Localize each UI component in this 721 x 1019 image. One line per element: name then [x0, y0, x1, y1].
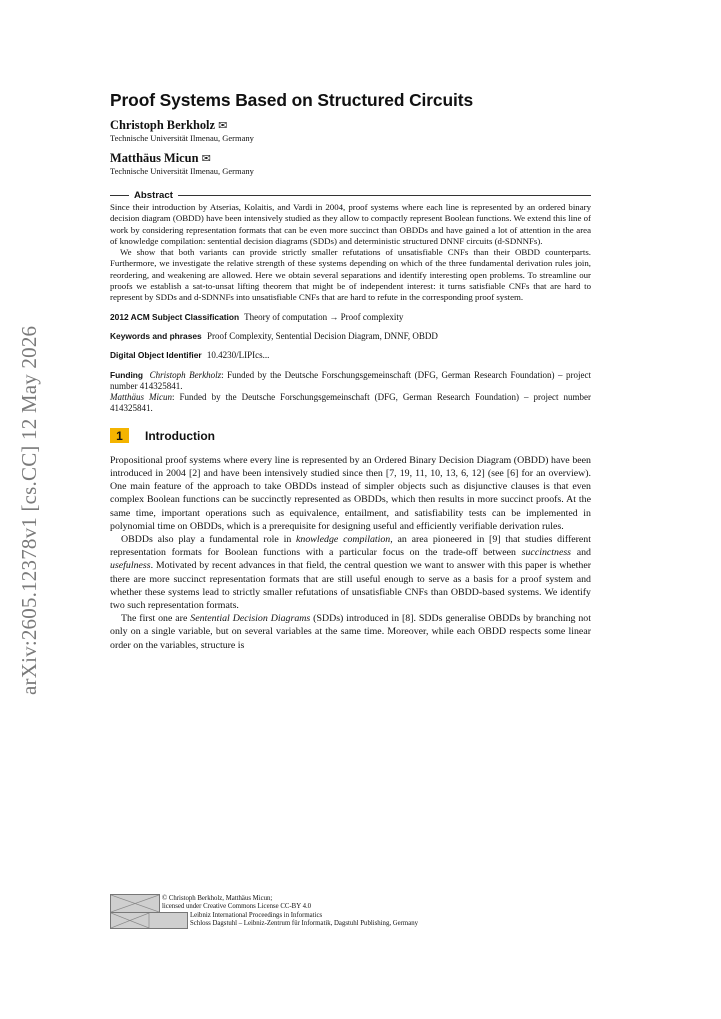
- section-title: Introduction: [145, 428, 215, 443]
- mail-icon[interactable]: ✉: [201, 153, 211, 165]
- emphasis: usefulness: [110, 560, 151, 572]
- funding: [110, 370, 591, 415]
- acm-label: 2012 ACM Subject Classification: [110, 311, 240, 322]
- body-paragraph: Propositional proof systems where every line is represented by an Ordered Binary Decision Diagram (OBDD) have been introduced in 2004 [2] and have been intensively studied since then [7, 19, 11, 10, 13, 6, 12] (see [6] for an overview). One main feature of the approach to take OBDDs instead of simpler objects such as disjunctive clauses is that even complex Boolean functions can be succinctly represented as OBDDs, which then results in more succinct proofs. At the same time, important operations such as equivalence, entailment, and satisfiability tests can be implemented in polynomial time on OBDDs, which is a prerequisite for designing useful and efficiently verifiable derivation rules.: [110, 454, 591, 532]
- emphasis: knowledge compilation: [296, 533, 391, 545]
- doi: [110, 350, 591, 361]
- rule-left: [110, 195, 129, 196]
- abstract-paragraph: Since their introduction by Atserias, Kolaitis, and Vardi in 2004, proof systems where each line is represented by an ordered binary decision diagram (OBDD) have been intensively studied as they allow to compactly represent Boolean functions. We extend this line of work by considering representation formats that can be even more succinct than OBDDs and have gained a lot of attention in the area of knowledge compilation: sentential decision diagrams (SDDs) and deterministic structured DNNF circuits (d-SDNNFs).: [110, 202, 591, 246]
- funding-name: Matthäus Micun: [110, 392, 173, 403]
- author-name: [110, 118, 591, 133]
- emphasis: succinctness: [521, 547, 572, 559]
- author-name: [110, 151, 591, 166]
- text-run: (SDDs) introduced in [8]. SDDs generalise OBDDs by branching not only on a single variable, but on several variables at the same time. Moreover, while each OBDD respects some linear order on the variables, structure is: [110, 613, 591, 651]
- lipics-logo[interactable]: [110, 912, 188, 929]
- text-run: . Motivated by recent advances in that field, the central question we want to answer with this paper is whether there are more succinct representation formats that are still useful enough to serve as a basis for a proof system and whether these systems lead to strictly smaller refutations of unsatisfiable CNFs than OBDD-based systems. We identify two such representation formats.: [110, 560, 591, 611]
- acm-classification: [110, 312, 591, 323]
- keywords: [110, 331, 591, 342]
- keywords-value: Proof Complexity, Sentential Decision Diagram, DNNF, OBDD: [206, 330, 438, 341]
- doi-label: Digital Object Identifier: [110, 350, 202, 361]
- text-run: OBDDs also play a fundamental role in: [121, 533, 297, 545]
- abstract-body: [110, 202, 591, 304]
- emphasis: Sentential Decision Diagrams: [190, 613, 311, 625]
- acm-value: Theory of computation → Proof complexity: [244, 311, 404, 322]
- mail-icon[interactable]: ✉: [218, 120, 228, 132]
- author-affiliation: Technische Universität Ilmenau, Germany: [110, 166, 254, 176]
- paper-title: Proof Systems Based on Structured Circuits: [110, 90, 474, 110]
- text-run: The first one are: [121, 613, 191, 625]
- series-line: Leibniz International Proceedings in Informatics: [190, 912, 323, 919]
- abstract-heading: [110, 188, 591, 202]
- body-paragraph: [110, 533, 591, 612]
- section-number: 1: [110, 428, 129, 443]
- cc-by-logo[interactable]: [110, 894, 160, 913]
- body-paragraph: [110, 612, 591, 652]
- author-name-text: Christoph Berkholz: [110, 118, 215, 132]
- license-line[interactable]: licensed under Creative Commons License CC-BY 4.0: [162, 903, 312, 910]
- publisher-text: [190, 912, 418, 928]
- text-run: , an area pioneered in [9] that studies different representation formats for Boolean functions with a particular focus on the trade-off between: [110, 533, 591, 559]
- license-footer: [110, 894, 591, 934]
- paper-first-page: [110, 90, 591, 652]
- doi-value[interactable]: 10.4230/LIPIcs...: [206, 350, 270, 361]
- funding-label: Funding: [110, 369, 144, 380]
- funding-text: : Funded by the Deutsche Forschungsgemeinschaft (DFG, German Research Foundation) – project number 414325841.: [110, 392, 591, 414]
- author-name-text: Matthäus Micun: [110, 151, 199, 165]
- author-block: [110, 118, 591, 177]
- abstract-label: Abstract: [134, 189, 173, 201]
- copyright-text: [162, 895, 311, 911]
- author-affiliation: Technische Universität Ilmenau, Germany: [110, 133, 254, 143]
- text-run: and: [571, 547, 591, 559]
- keywords-label: Keywords and phrases: [110, 330, 202, 341]
- funding-text: : Funded by the Deutsche Forschungsgemeinschaft (DFG, German Research Foundation) – project number 414325841.: [110, 369, 591, 391]
- copyright-line: © Christoph Berkholz, Matthäus Micun;: [162, 895, 273, 902]
- abstract-paragraph: We show that both variants can provide strictly smaller refutations of unsatisfiable CNFs than their OBDD counterparts. Furthermore, we investigate the relative strength of these systems depending on which of the three fundamental derivation rules join, reordering, and weakening are allowed. Here we obtain several separations and identify interesting open problems. To streamline our proofs we establish a sat-to-unsat lifting theorem that might be of independent interest: it turns satisfiable CNFs that are hard to represent by SDDs and d-SDNNFs into unsatisfiable CNFs that are hard to refute in the corresponding proof system.: [110, 247, 591, 303]
- funding-name: Christoph Berkholz: [149, 369, 222, 380]
- rule-right: [178, 195, 591, 196]
- section-heading: [110, 428, 591, 444]
- section-body: [110, 454, 591, 652]
- publisher-line: Schloss Dagstuhl – Leibniz-Zentrum für Informatik, Dagstuhl Publishing, Germany: [190, 920, 419, 927]
- arxiv-identifier: arXiv:2605.12378v1 [cs.CC] 12 May 2026: [17, 325, 41, 695]
